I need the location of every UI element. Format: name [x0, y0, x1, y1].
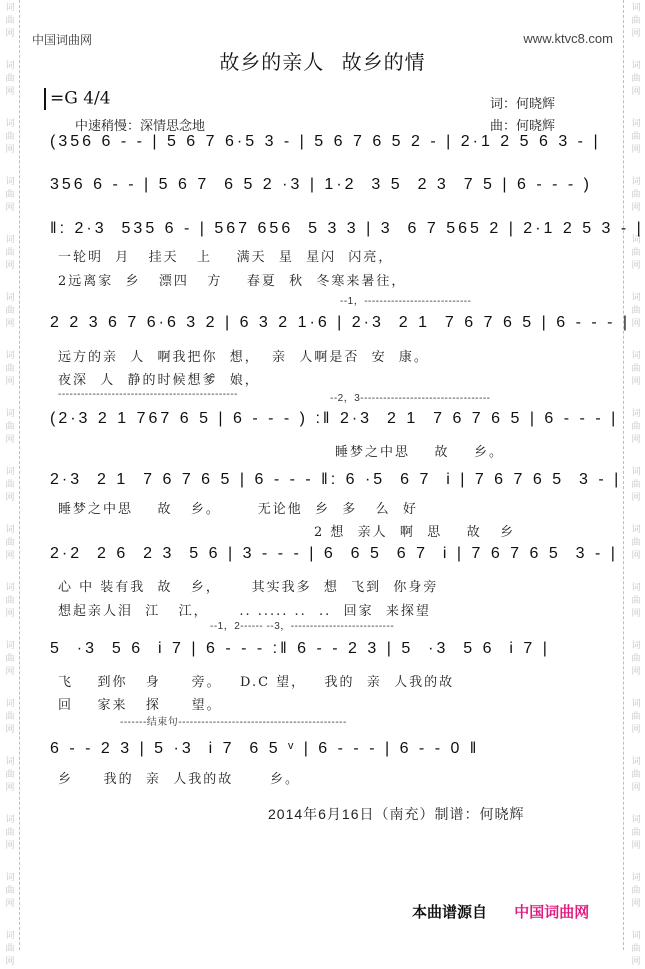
site-name: 中国词曲网: [32, 33, 93, 47]
lyric-line-chorus1-l2: 2 想 亲人 啊 思 故 乡: [314, 525, 516, 540]
watermark-text: 词 曲 网: [631, 235, 641, 271]
lyric-line-ending-l1: 乡 我的 亲 人我的故 乡。: [58, 772, 300, 787]
watermark-text: 词 曲 网: [631, 409, 641, 445]
tempo-marking: 中速稍慢：深情思念地: [75, 119, 206, 134]
watermark-text: 词 曲 网: [631, 177, 641, 213]
watermark-text: 词 曲 网: [631, 641, 641, 677]
watermark-text: 词 曲 网: [5, 61, 15, 97]
notation-row-chorus-1: 2·3 2 1 7 6 7 6 5 | 6 - - - ‖: 6 ·5 6 7 i | 7 6 7 6 5 3 - |: [50, 471, 622, 488]
watermark-text: 词 曲 网: [631, 815, 641, 851]
volta-bracket-volta-chorus2: --1，2------ --3，---------------------------: [210, 621, 395, 632]
key-signature-text: =G 4/4: [50, 88, 111, 109]
watermark-text: 词 曲 网: [631, 351, 641, 387]
lyric-line-chorus3-l1: 飞 到你 身 旁。 D.C 望， 我的 亲 人我的故: [58, 675, 455, 690]
right-watermark-strip: [623, 0, 645, 967]
notation-row-intro-2: 356 6 - - | 5 6 7 6 5 2 ·3 | 1·2 3 5 2 3 7 5 | 6 - - - ): [50, 176, 592, 193]
watermark-text: 词 曲 网: [5, 119, 15, 155]
lyric-line-verse2-l2: 夜深 人 静的时候想爹 娘，: [58, 373, 260, 388]
page-title: [0, 46, 645, 75]
key-bar-line: [44, 88, 46, 110]
notation-row-verse-2: 2 2 3 6 7 6·6 3 2 | 6 3 2 1·6 | 2·3 2 1 7 6 7 6 5 | 6 - - - |: [50, 314, 631, 331]
watermark-text: 词 曲 网: [5, 177, 15, 213]
notation-row-chorus-2: 2·2 2 6 2 3 5 6 | 3 - - - | 6 6 5 6 7 i | 7 6 7 6 5 3 - |: [50, 545, 618, 562]
watermark-text: 词 曲 网: [5, 351, 15, 387]
key-signature: [44, 88, 111, 110]
watermark-text: 词 曲 网: [5, 757, 15, 793]
notation-row-verse-1: ‖: 2·3 535 6 - | 567 656 5 3 3 | 3 6 7 565 2 | 2·1 2 5 3 - |: [50, 220, 644, 237]
notation-row-chorus-3: 5 ·3 5 6 i 7 | 6 - - - :‖ 6 - - 2 3 | 5 ·3 5 6 i 7 |: [50, 640, 550, 657]
watermark-text: 词 曲 网: [631, 467, 641, 503]
watermark-text: 词 曲 网: [5, 873, 15, 909]
watermark-text: 词 曲 网: [631, 699, 641, 735]
watermark-text: 词 曲 网: [631, 757, 641, 793]
watermark-text: 词 曲 网: [5, 931, 15, 967]
watermark-text: 词 曲 网: [5, 525, 15, 561]
title-part-2: 故乡的情: [341, 50, 426, 74]
lyric-line-chorus1-l1: 睡梦之中思 故 乡。 无论他 乡 多 么 好: [58, 502, 418, 517]
volta-bracket-volta-verse2-a: -----------------------------------------------: [58, 389, 239, 400]
lyric-line-chorus3-l2: 回 家来 探 望。: [58, 698, 222, 713]
watermark-text: 词 曲 网: [631, 873, 641, 909]
watermark-text: 词 曲 网: [5, 293, 15, 329]
lyric-line-verse1-l1: 一轮明 月 挂天 上 满天 星 星闪 闪亮，: [58, 250, 394, 265]
notation-row-interlude: (2·3 2 1 767 6 5 | 6 - - - ) :‖ 2·3 2 1 7 6 7 6 5 | 6 - - - |: [50, 410, 619, 427]
site-url: www.ktvc8.com: [523, 31, 613, 46]
watermark-text: 词 曲 网: [5, 699, 15, 735]
watermark-text: 词 曲 网: [5, 235, 15, 271]
lyric-line-verse1-l2: 2远离家 乡 漂四 方 春夏 秋 冬寒来暑往，: [58, 274, 407, 289]
notation-row-intro-1: (356 6 - - | 5 6 7 6·5 3 - | 5 6 7 6 5 2 - | 2·1 2 5 6 3 - |: [50, 133, 601, 150]
title-part-1: 故乡的亲人: [219, 50, 325, 74]
composer-credit: 曲：何晓辉: [490, 119, 556, 134]
watermark-text: 词 曲 网: [631, 293, 641, 329]
lyric-line-chorus2-l2: 想起亲人泪 江 江， .. ..... .. .. 回家 来探望: [58, 604, 431, 619]
watermark-text: 词 曲 网: [5, 3, 15, 39]
lyric-line-chorus2-l1: 心 中 装有我 故 乡， 其实我多 想 飞到 你身旁: [58, 580, 439, 595]
watermark-text: 词 曲 网: [5, 815, 15, 851]
notation-row-ending: 6 - - 2 3 | 5 ·3 i 7 6 5 ᵛ | 6 - - - | 6 - - 0 ‖: [50, 740, 480, 757]
lyricist-credit: 词：何晓辉: [490, 97, 556, 112]
volta-bracket-volta-verse1: --1，----------------------------: [340, 296, 472, 307]
watermark-text: 词 曲 网: [5, 583, 15, 619]
watermark-text: 词 曲 网: [5, 409, 15, 445]
watermark-text: 词 曲 网: [5, 641, 15, 677]
watermark-text: 词 曲 网: [631, 3, 641, 39]
lyric-line-verse2-l1: 远方的亲 人 啊我把你 想， 亲 人啊是否 安 康。: [58, 350, 429, 365]
watermark-text: 词 曲 网: [631, 119, 641, 155]
volta-bracket-volta-verse2-b: --2，3----------------------------------: [330, 393, 491, 404]
volta-bracket-volta-ending: -------结束句--------------------------------------------: [120, 717, 347, 728]
lyric-line-interlude-l1: 睡梦之中思 故 乡。: [335, 445, 505, 460]
source-brand-link[interactable]: 中国词曲网: [514, 903, 590, 921]
watermark-text: 词 曲 网: [631, 61, 641, 97]
watermark-text: 词 曲 网: [631, 931, 641, 967]
watermark-text: 词 曲 网: [631, 583, 641, 619]
watermark-text: 词 曲 网: [5, 467, 15, 503]
watermark-text: 词 曲 网: [631, 525, 641, 561]
source-credit: [412, 901, 589, 922]
source-label: 本曲谱源自: [412, 903, 488, 921]
left-watermark-strip: [0, 0, 20, 967]
transcription-signature: 2014年6月16日（南充）制谱：何晓辉: [268, 806, 525, 822]
